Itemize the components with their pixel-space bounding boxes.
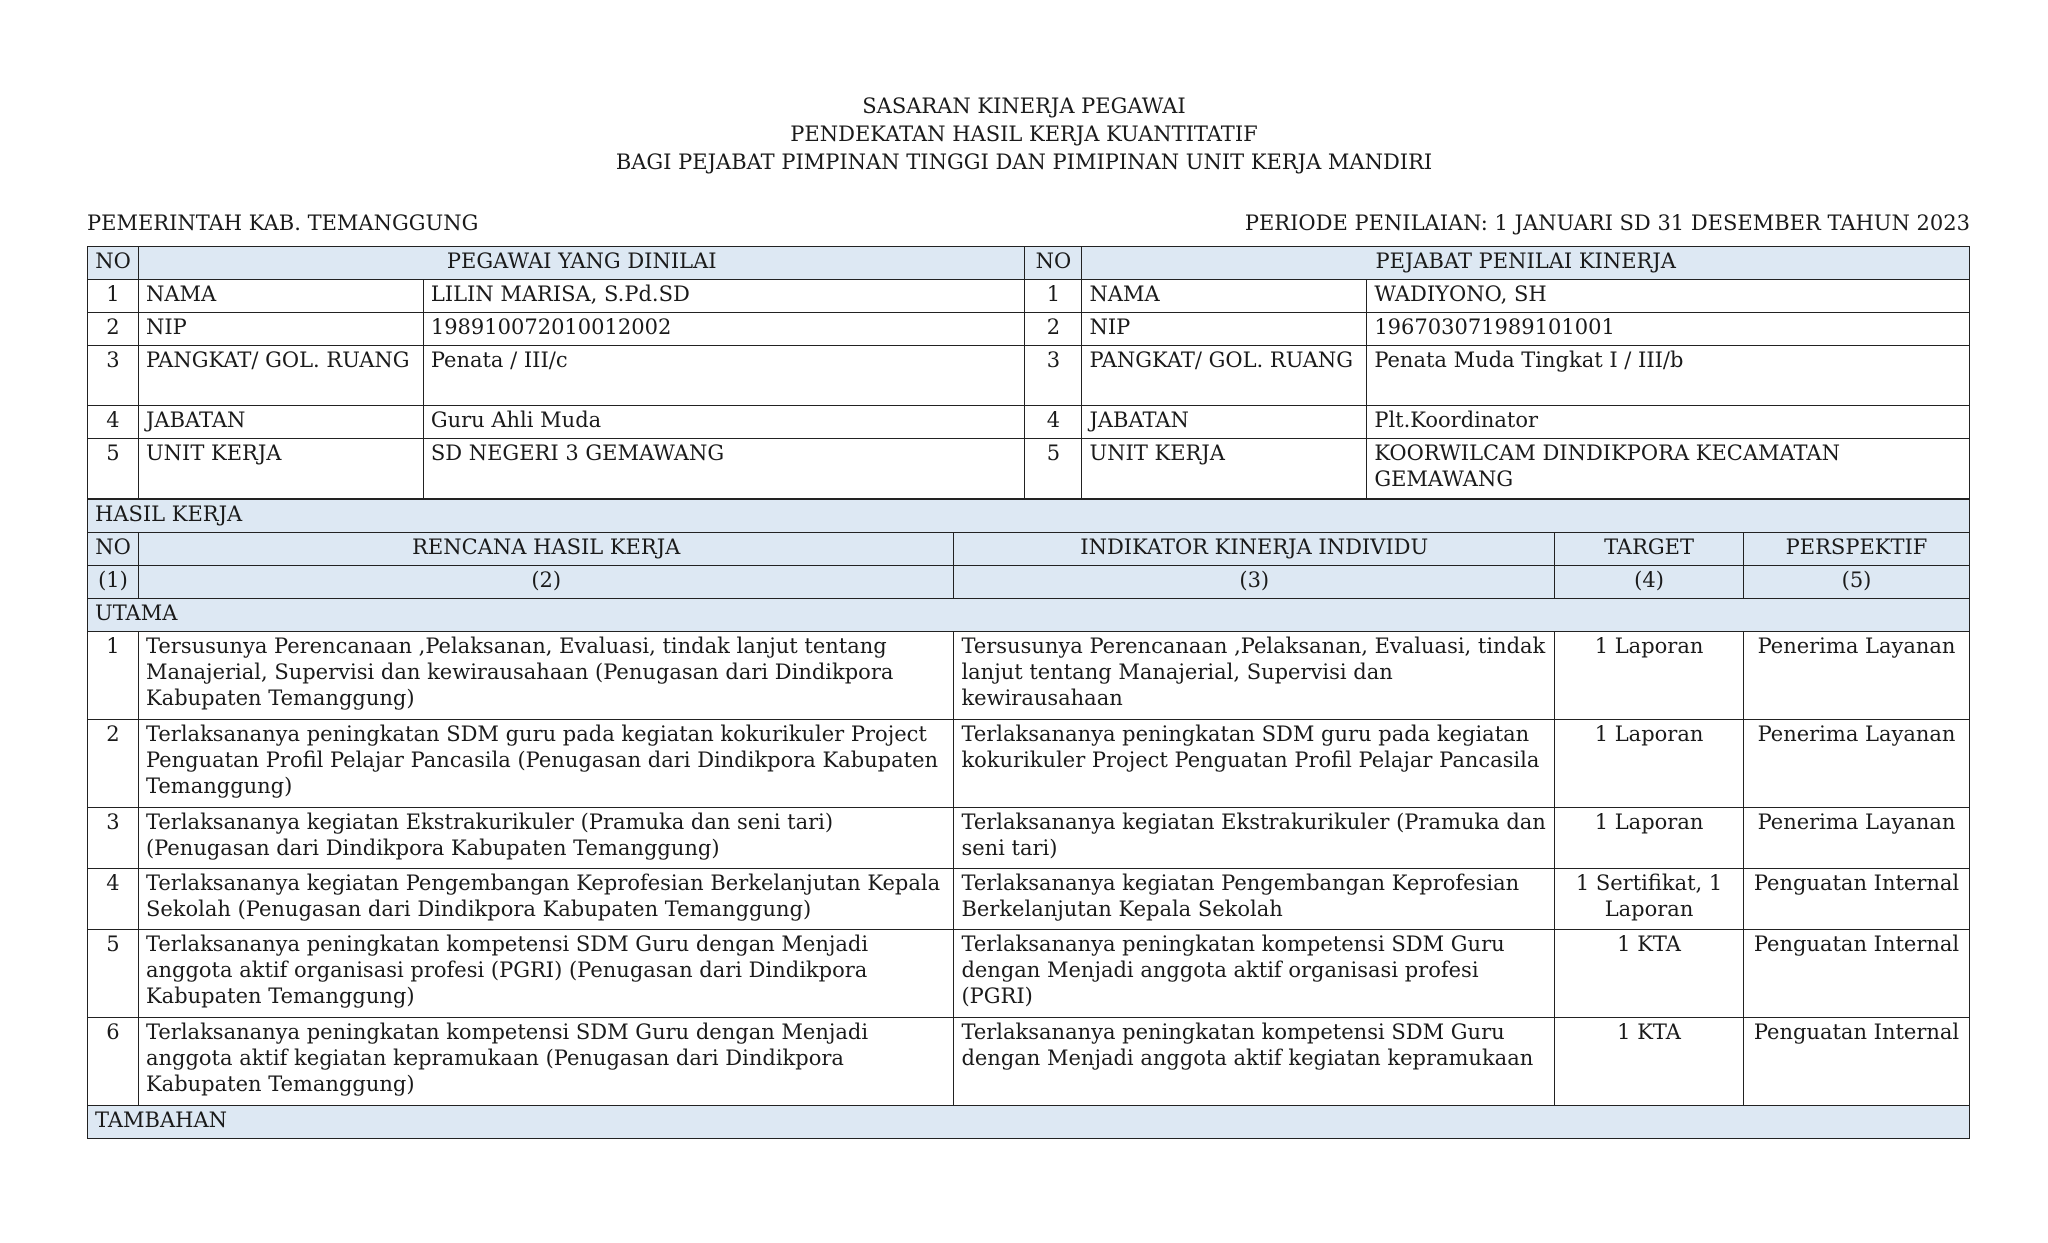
title-line-2: PENDEKATAN HASIL KERJA KUANTITATIF — [790, 122, 1258, 146]
indikator-cell: Terlaksananya peningkatan SDM guru pada kegiatan kokurikuler Project Penguatan Profil Pelajar Pancasila — [954, 720, 1555, 808]
identity-row — [88, 439, 1970, 499]
rencana-cell: Terlaksananya kegiatan Pengembangan Keprofesian Berkelanjutan Kepala Sekolah (Penugasan dari Dindikpora Kabupaten Temanggung) — [138, 869, 953, 930]
col-header-no: NO — [88, 533, 139, 566]
document-meta — [87, 211, 1970, 235]
row-number: 3 — [1025, 346, 1082, 406]
table-row — [88, 869, 1970, 930]
field-label: NAMA — [1082, 280, 1367, 313]
no-header: NO — [1025, 247, 1082, 280]
indikator-cell: Terlaksananya peningkatan kompetensi SDM Guru dengan Menjadi anggota aktif kegiatan kepramukaan — [954, 1018, 1555, 1106]
row-number: 4 — [1025, 406, 1082, 439]
target-cell: 1 Laporan — [1555, 808, 1744, 869]
col-number: (4) — [1555, 566, 1744, 599]
rencana-cell: Terlaksananya kegiatan Ekstrakurikuler (Pramuka dan seni tari) (Penugasan dari Dindikpora Kabupaten Temanggung) — [138, 808, 953, 869]
document-title — [0, 92, 2048, 176]
col-number: (1) — [88, 566, 139, 599]
target-cell: 1 Laporan — [1555, 632, 1744, 720]
field-label: JABATAN — [1082, 406, 1367, 439]
col-number: (2) — [138, 566, 953, 599]
identity-row — [88, 313, 1970, 346]
hasil-kerja-label: HASIL KERJA — [88, 500, 1970, 533]
title-line-1: SASARAN KINERJA PEGAWAI — [862, 94, 1186, 118]
row-number: 5 — [1025, 439, 1082, 499]
identity-header-row — [88, 247, 1970, 280]
field-label: NIP — [1082, 313, 1367, 346]
row-number: 4 — [88, 869, 139, 930]
penilai-value: 196703071989101001 — [1367, 313, 1970, 346]
pegawai-value: LILIN MARISA, S.Pd.SD — [423, 280, 1025, 313]
penilai-value: Penata Muda Tingkat I / III/b — [1367, 346, 1970, 406]
field-label: JABATAN — [138, 406, 423, 439]
identity-row — [88, 406, 1970, 439]
column-number-row — [88, 566, 1970, 599]
rencana-cell: Tersusunya Perencanaan ,Pelaksanan, Evaluasi, tindak lanjut tentang Manajerial, Supervisi dan kewirausahaan (Penugasan dari Dindikpora Kabupaten Temanggung) — [138, 632, 953, 720]
indikator-cell: Tersusunya Perencanaan ,Pelaksanan, Evaluasi, tindak lanjut tentang Manajerial, Supervisi dan kewirausahaan — [954, 632, 1555, 720]
rencana-cell: Terlaksananya peningkatan kompetensi SDM Guru dengan Menjadi anggota aktif organisasi profesi (PGRI) (Penugasan dari Dindikpora Kabupaten Temanggung) — [138, 930, 953, 1018]
section-row — [88, 599, 1970, 632]
perspektif-cell: Penerima Layanan — [1744, 808, 1970, 869]
col-header-rencana: RENCANA HASIL KERJA — [138, 533, 953, 566]
perspektif-cell: Penguatan Internal — [1744, 869, 1970, 930]
identity-table — [87, 246, 1970, 499]
col-number: (3) — [954, 566, 1555, 599]
pegawai-value: SD NEGERI 3 GEMAWANG — [423, 439, 1025, 499]
pegawai-value: Guru Ahli Muda — [423, 406, 1025, 439]
rencana-cell: Terlaksananya peningkatan kompetensi SDM Guru dengan Menjadi anggota aktif kegiatan kepramukaan (Penugasan dari Dindikpora Kabupaten Temanggung) — [138, 1018, 953, 1106]
col-header-indikator: INDIKATOR KINERJA INDIVIDU — [954, 533, 1555, 566]
col-header-perspektif: PERSPEKTIF — [1744, 533, 1970, 566]
pegawai-value: 198910072010012002 — [423, 313, 1025, 346]
tambahan-label: TAMBAHAN — [88, 1106, 1970, 1139]
pegawai-header: PEGAWAI YANG DINILAI — [138, 247, 1025, 280]
pegawai-value: Penata / III/c — [423, 346, 1025, 406]
row-number: 2 — [1025, 313, 1082, 346]
table-row — [88, 632, 1970, 720]
perspektif-cell: Penguatan Internal — [1744, 930, 1970, 1018]
hasil-header-row — [88, 533, 1970, 566]
row-number: 4 — [88, 406, 139, 439]
penilai-value: Plt.Koordinator — [1367, 406, 1970, 439]
table-row — [88, 808, 1970, 869]
indikator-cell: Terlaksananya peningkatan kompetensi SDM Guru dengan Menjadi anggota aktif organisasi profesi (PGRI) — [954, 930, 1555, 1018]
row-number: 2 — [88, 313, 139, 346]
target-cell: 1 Sertifikat, 1 Laporan — [1555, 869, 1744, 930]
row-number: 3 — [88, 346, 139, 406]
field-label: NIP — [138, 313, 423, 346]
penilai-value: WADIYONO, SH — [1367, 280, 1970, 313]
field-label: UNIT KERJA — [1082, 439, 1367, 499]
row-number: 5 — [88, 930, 139, 1018]
field-label: NAMA — [138, 280, 423, 313]
rencana-cell: Terlaksananya peningkatan SDM guru pada kegiatan kokurikuler Project Penguatan Profil Pelajar Pancasila (Penugasan dari Dindikpora Kabupaten Temanggung) — [138, 720, 953, 808]
title-line-3: BAGI PEJABAT PIMPINAN TINGGI DAN PIMIPINAN UNIT KERJA MANDIRI — [615, 150, 1433, 174]
field-label: PANGKAT/ GOL. RUANG — [1082, 346, 1367, 406]
target-cell: 1 KTA — [1555, 930, 1744, 1018]
hasil-kerja-table — [87, 499, 1970, 1139]
row-number: 6 — [88, 1018, 139, 1106]
identity-row — [88, 346, 1970, 406]
periode-label: PERIODE PENILAIAN: 1 JANUARI SD 31 DESEMBER TAHUN 2023 — [1244, 211, 1970, 235]
col-header-target: TARGET — [1555, 533, 1744, 566]
row-number: 1 — [1025, 280, 1082, 313]
row-number: 1 — [88, 632, 139, 720]
perspektif-cell: Penerima Layanan — [1744, 720, 1970, 808]
indikator-cell: Terlaksananya kegiatan Ekstrakurikuler (Pramuka dan seni tari) — [954, 808, 1555, 869]
section-row — [88, 1106, 1970, 1139]
identity-row — [88, 280, 1970, 313]
field-label: UNIT KERJA — [138, 439, 423, 499]
perspektif-cell: Penguatan Internal — [1744, 1018, 1970, 1106]
utama-label: UTAMA — [88, 599, 1970, 632]
penilai-header: PEJABAT PENILAI KINERJA — [1082, 247, 1970, 280]
instansi-label: PEMERINTAH KAB. TEMANGGUNG — [87, 211, 479, 235]
row-number: 3 — [88, 808, 139, 869]
col-number: (5) — [1744, 566, 1970, 599]
penilai-value: KOORWILCAM DINDIKPORA KECAMATAN GEMAWANG — [1367, 439, 1970, 499]
indikator-cell: Terlaksananya kegiatan Pengembangan Keprofesian Berkelanjutan Kepala Sekolah — [954, 869, 1555, 930]
perspektif-cell: Penerima Layanan — [1744, 632, 1970, 720]
field-label: PANGKAT/ GOL. RUANG — [138, 346, 423, 406]
table-row — [88, 1018, 1970, 1106]
no-header: NO — [88, 247, 139, 280]
row-number: 5 — [88, 439, 139, 499]
row-number: 2 — [88, 720, 139, 808]
section-row — [88, 500, 1970, 533]
table-row — [88, 720, 1970, 808]
target-cell: 1 Laporan — [1555, 720, 1744, 808]
target-cell: 1 KTA — [1555, 1018, 1744, 1106]
row-number: 1 — [88, 280, 139, 313]
table-row — [88, 930, 1970, 1018]
